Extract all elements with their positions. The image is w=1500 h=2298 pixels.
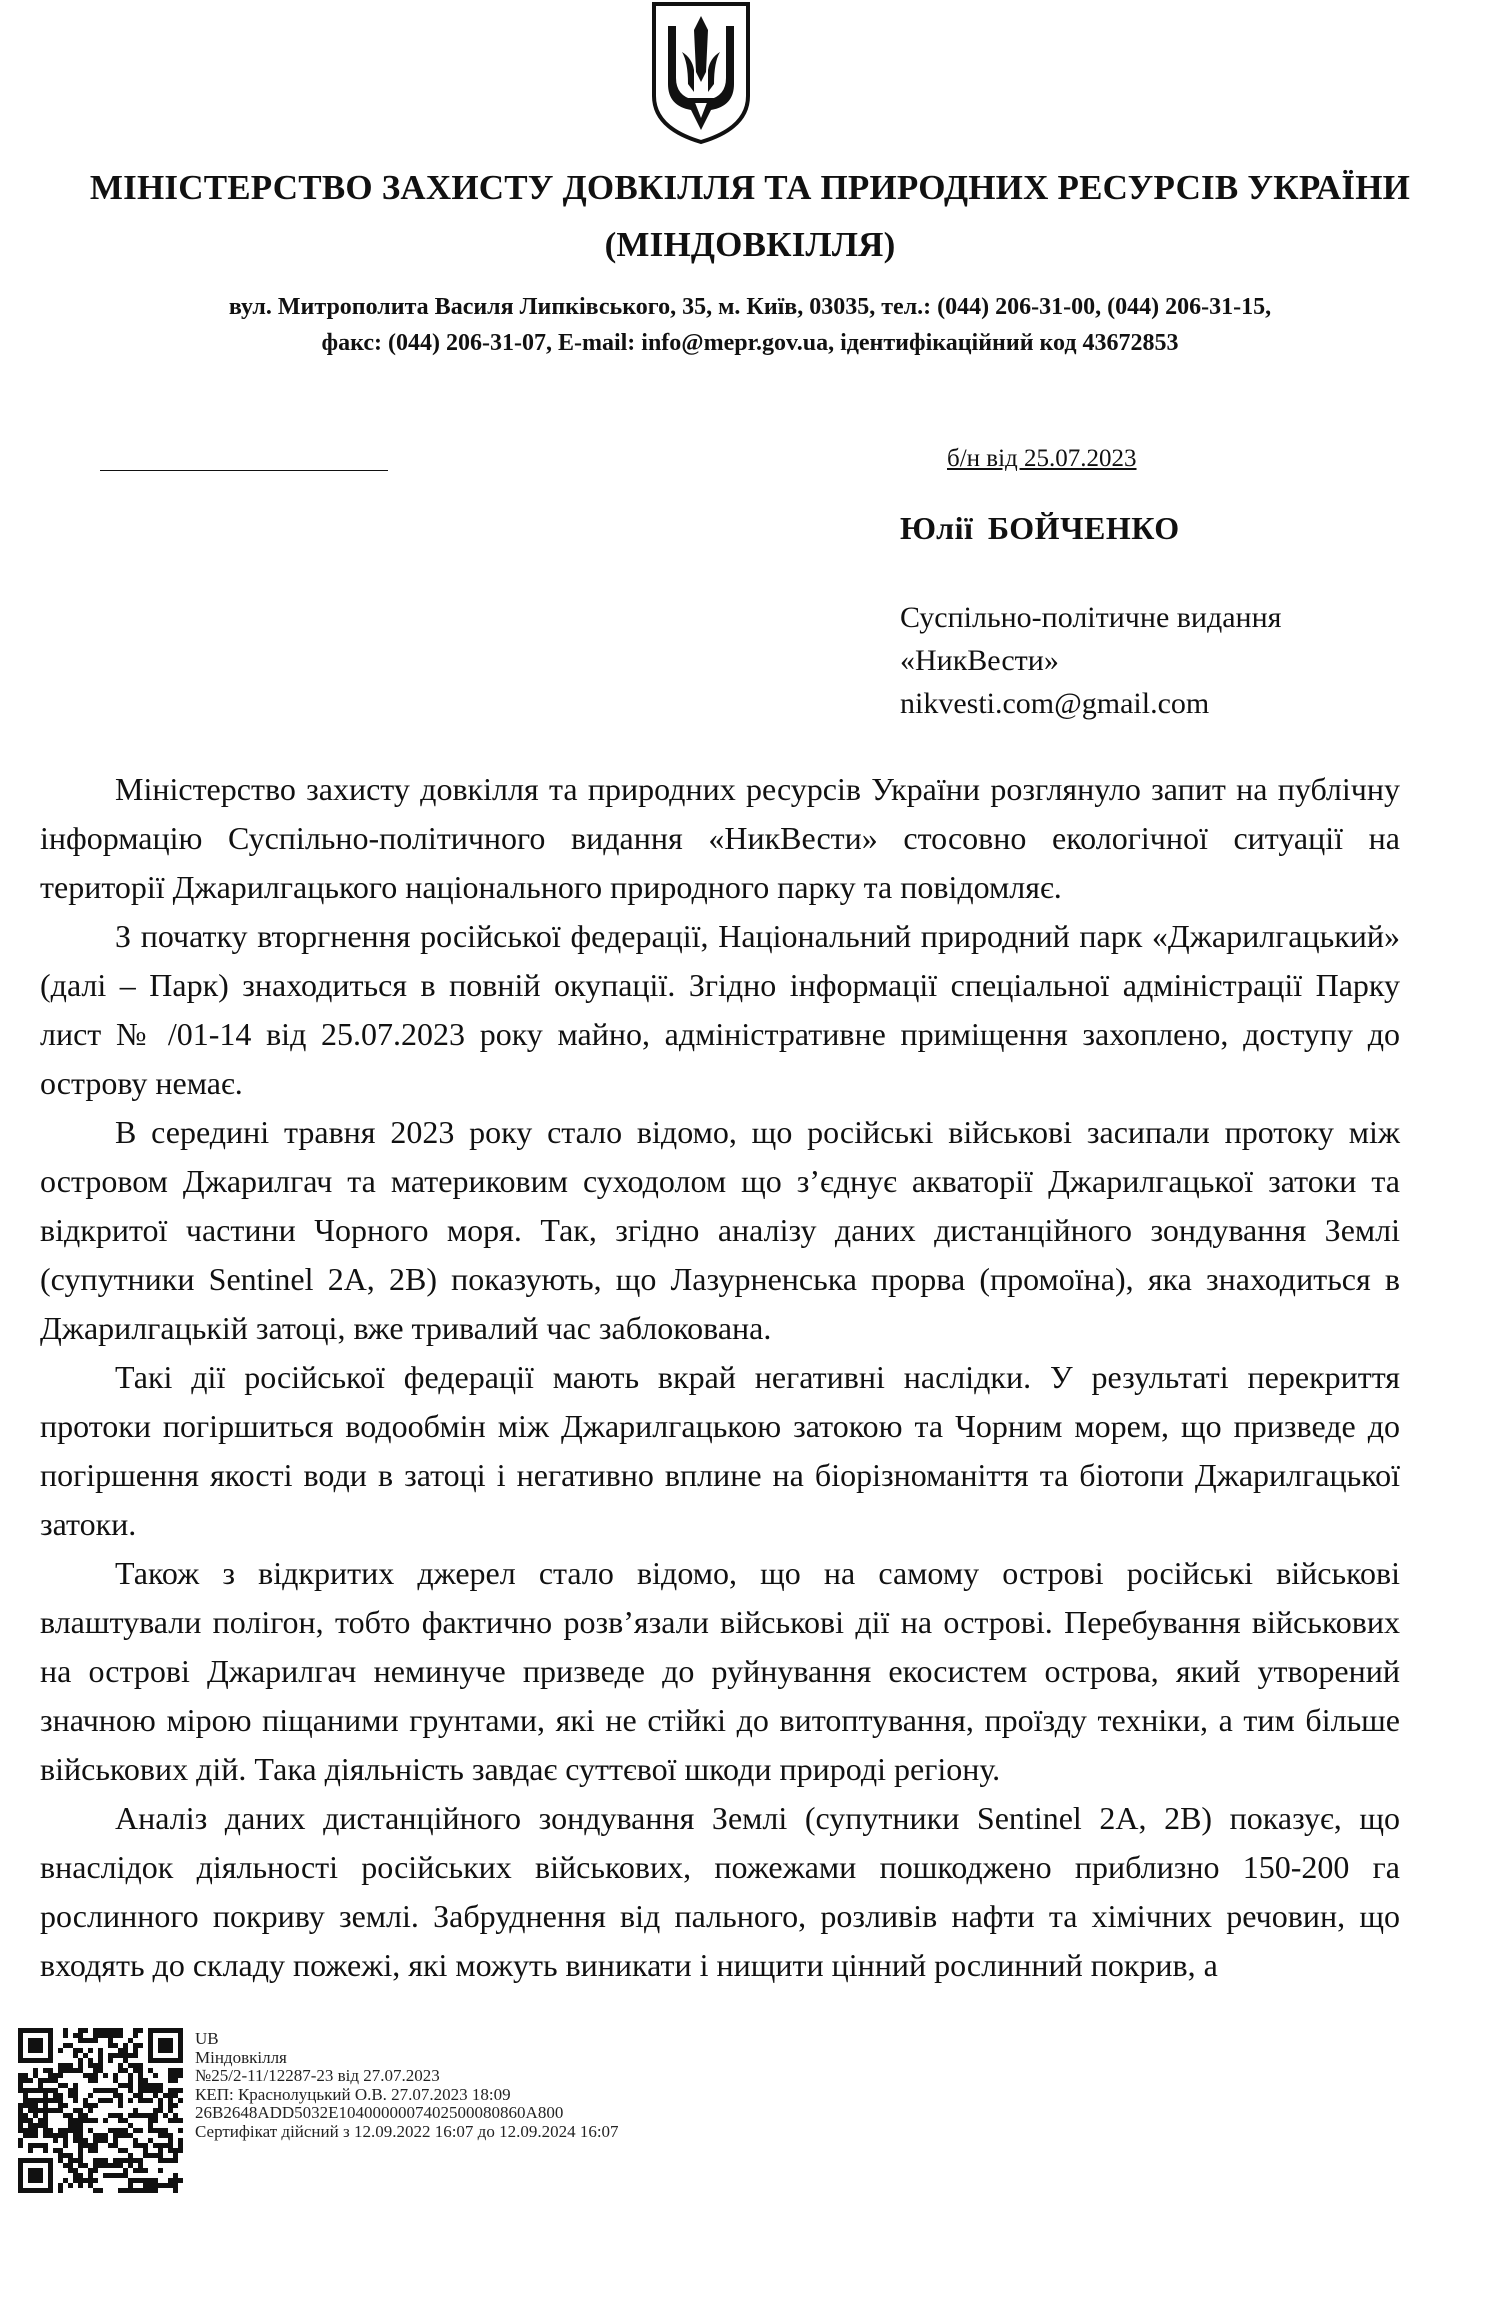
reference-date: б/н від 25.07.2023: [947, 445, 1137, 472]
qr-code-icon: [18, 2028, 183, 2193]
stamp-certificate-validity: Сертифікат дійсний з 12.09.2022 16:07 до 12.09.2024 16:07: [195, 2121, 619, 2141]
addressee-publication-name: «НикВести»: [900, 644, 1059, 677]
addressee-email: nikvesti.com@gmail.com: [900, 687, 1210, 720]
body-paragraph: З початку вторгнення російської федерації, Національний природний парк «Джарилгацький» (далі – Парк) знаходиться в повній окупації. Згідно інформації спеціальної адміністрації Парку лист № /01-14 від 25.07.2023 року майно, адміністративне приміщення захоплено, доступу до острову немає.: [40, 918, 1400, 1101]
body-paragraph: Аналіз даних дистанційного зондування Землі (супутники Sentinel 2A, 2B) показує, що внаслідок діяльності російських військових, пожежами пошкоджено приблизно 150-200 га рослинного покриву землі. Забруднення від пального, розливів нафти та хімічних речовин, що входять до складу пожежі, які можуть виникати і нищити цінний рослинний покрив, а: [40, 1800, 1400, 1983]
ministry-name: МІНІСТЕРСТВО ЗАХИСТУ ДОВКІЛЛЯ ТА ПРИРОДНИХ РЕСУРСІВ УКРАЇНИ: [89, 168, 1411, 207]
body-paragraph: В середині травня 2023 року стало відомо, що російські військові засипали протоку між островом Джарилгач та материковим суходолом що з’єднує акваторії Джарилгацької затоки та відкритої частини Чорного моря. Так, згідно аналізу даних дистанційного зондування Землі (супутники Sentinel 2A, 2B) показують, що Лазурненська прорва (промоїна), яка знаходиться в Джарилгацькій затоці, вже тривалий час заблокована.: [40, 1114, 1400, 1346]
stamp-line: UB: [195, 2029, 219, 2048]
stamp-line: Міндовкілля: [195, 2047, 287, 2067]
stamp-serial: 26B2648ADD5032E1040000007402500080860A800: [195, 2103, 564, 2122]
coat-of-arms-trident-icon: [648, 0, 754, 146]
stamp-registration-number: №25/2-11/12287-23 від 27.07.2023: [195, 2066, 440, 2085]
body-paragraph: Також з відкритих джерел стало відомо, що на самому острові російські військові влаштували полігон, тобто фактично розв’язали військові дії на острові. Перебування військових на острові Джарилгач неминуче призведе до руйнування екосистем острова, який утворений значною мірою піщаними грунтами, які не стійкі до витоптування, проїзду техніки, а тим більше військових дій. Така діяльність завдає суттєвої шкоди природі регіону.: [40, 1555, 1400, 1787]
registration-number-blank-line: [100, 470, 388, 471]
stamp-signer: КЕП: Краснолуцький О.В. 27.07.2023 18:09: [195, 2084, 511, 2104]
body-paragraph: Міністерство захисту довкілля та природних ресурсів України розглянуло запит на публічну інформацію Суспільно-політичного видання «НикВести» стосовно екологічної ситуації на території Джарилгацького національного природного парку та повідомляє.: [40, 771, 1400, 905]
contact-fax-email-code: факс: (044) 206-31-07, E-mail: info@mepr.gov.ua, ідентифікаційний код 43672853: [321, 330, 1179, 356]
addressee-organization: Суспільно-політичне видання: [900, 601, 1282, 634]
body-paragraph: Такі дії російської федерації мають вкрай негативні наслідки. У результаті перекриття протоки погіршиться водообмін між Джарилгацькою затокою та Чорним морем, що призведе до погіршення якості води в затоці і негативно вплине на біорізноманіття та біотопи Джарилгацької затоки.: [40, 1359, 1400, 1542]
contact-address-phones: вул. Митрополита Василя Липківського, 35, м. Київ, 03035, тел.: (044) 206-31-00, (044) 206-31-15,: [228, 294, 1272, 320]
ministry-abbreviation: (МІНДОВКІЛЛЯ): [604, 225, 896, 264]
electronic-signature-stamp: [195, 2030, 715, 2141]
addressee-name: Юлії БОЙЧЕНКО: [900, 510, 1180, 546]
letter-body: [40, 765, 1400, 1990]
